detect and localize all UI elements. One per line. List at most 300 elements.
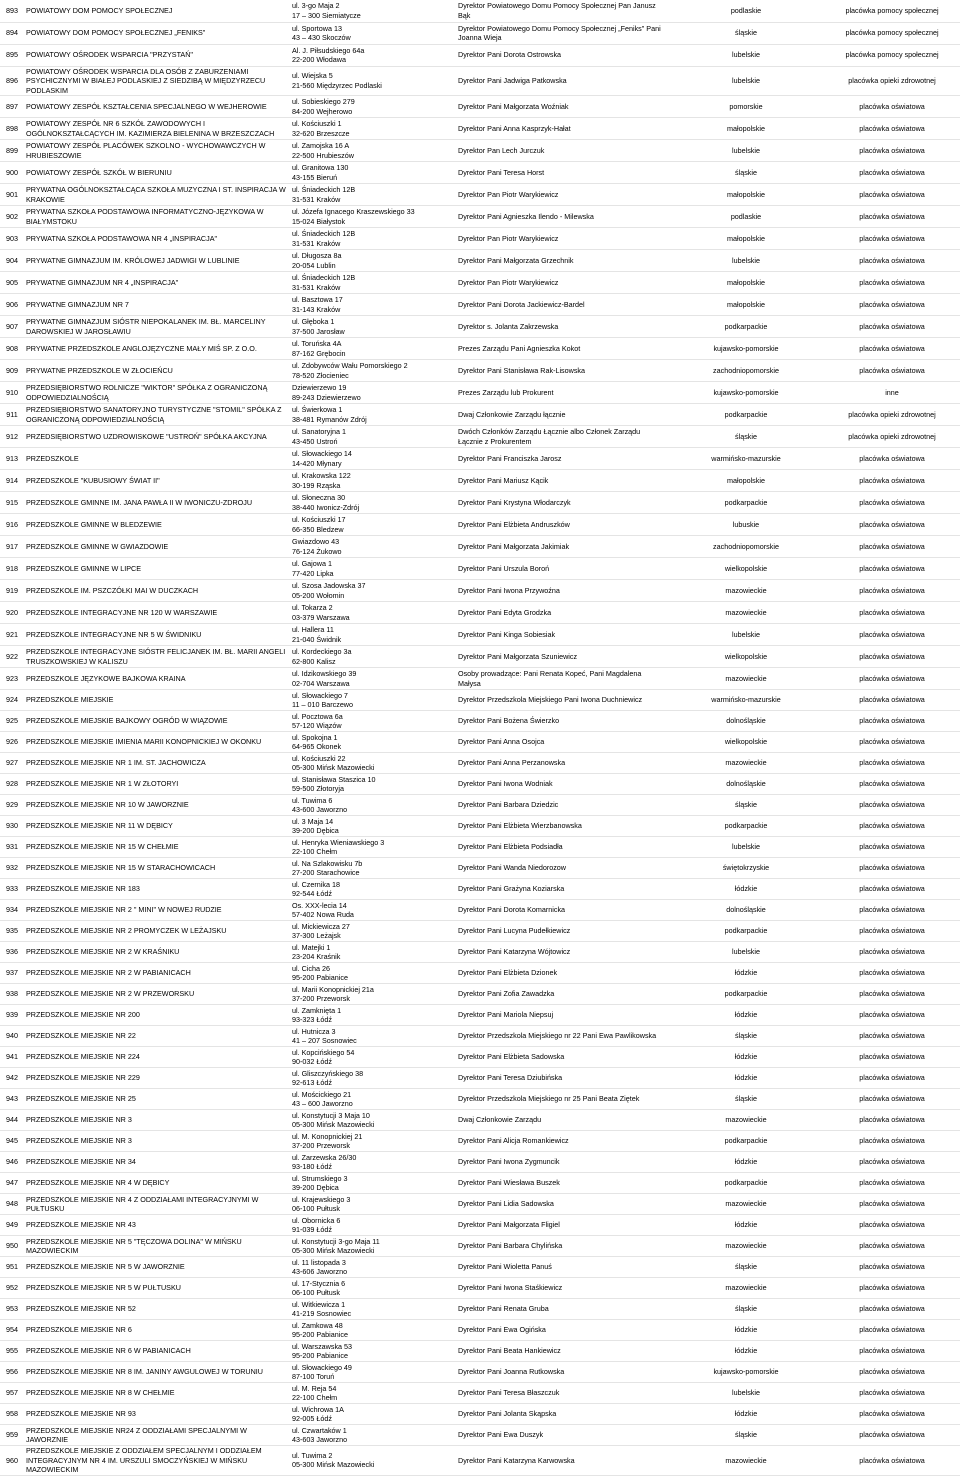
institution-name: PRYWATNA OGÓLNOKSZTAŁCĄCA SZKOŁA MUZYCZNA I ST. INSPIRACJA W KRAKOWIE — [24, 184, 290, 206]
voivodeship: małopolskie — [668, 228, 824, 250]
institution-address: ul. Śniadeckich 12B 31-531 Kraków — [290, 272, 456, 294]
institution-address: ul. Wichrowa 1A 92-005 Łódź — [290, 1404, 456, 1425]
voivodeship: kujawsko-pomorskie — [668, 338, 824, 360]
row-number: 915 — [0, 492, 24, 514]
table-row — [0, 732, 960, 753]
contact-person: Dyrektor Pani Krystyna Włodarczyk — [456, 492, 668, 514]
institution-name: PRZEDSZKOLE MIEJSKIE NR 3 — [24, 1131, 290, 1152]
row-number: 931 — [0, 837, 24, 858]
voivodeship: lubelskie — [668, 942, 824, 963]
institution-name: PRZEDSZKOLE MIEJSKIE BAJKOWY OGRÓD W WIĄZOWIE — [24, 711, 290, 732]
table-row — [0, 1383, 960, 1404]
table-row — [0, 963, 960, 984]
voivodeship: świętokrzyskie — [668, 858, 824, 879]
table-row — [0, 1047, 960, 1068]
table-row — [0, 404, 960, 426]
institution-name: PRZEDSZKOLE MIEJSKIE NR 8 IM. JANINY AWGULOWEJ W TORUNIU — [24, 1362, 290, 1383]
contact-person: Dyrektor Pani Ewa Ogińska — [456, 1320, 668, 1341]
contact-person: Dyrektor Pani Anna Osojca — [456, 732, 668, 753]
contact-person: Dyrektor Pani Anna Perzanowska — [456, 753, 668, 774]
table-row — [0, 1068, 960, 1089]
row-number: 897 — [0, 96, 24, 118]
institution-address: ul. Gajowa 1 77-420 Lipka — [290, 558, 456, 580]
row-number: 949 — [0, 1215, 24, 1236]
table-row — [0, 900, 960, 921]
institution-type: placówka oświatowa — [824, 338, 960, 360]
institution-type: placówka oświatowa — [824, 1278, 960, 1299]
row-number: 946 — [0, 1152, 24, 1173]
table-row — [0, 1362, 960, 1383]
voivodeship: śląskie — [668, 22, 824, 44]
row-number: 909 — [0, 360, 24, 382]
row-number: 910 — [0, 382, 24, 404]
row-number: 936 — [0, 942, 24, 963]
contact-person: Dyrektor Pani Beata Hankiewicz — [456, 1341, 668, 1362]
institution-name: PRZEDSZKOLE GMINNE W LIPCE — [24, 558, 290, 580]
institution-type: placówka oświatowa — [824, 1047, 960, 1068]
voivodeship: lubuskie — [668, 514, 824, 536]
table-row — [0, 942, 960, 963]
institution-type: placówka oświatowa — [824, 602, 960, 624]
contact-person: Dyrektor Powiatowego Domu Pomocy Społecznej „Feniks" Pani Joanna Wieja — [456, 22, 668, 44]
institution-name: PRZEDSZKOLE MIEJSKIE NR 6 — [24, 1320, 290, 1341]
row-number: 958 — [0, 1404, 24, 1425]
table-row — [0, 184, 960, 206]
institution-address: ul. Słowackiego 49 87-100 Toruń — [290, 1362, 456, 1383]
institution-type: placówka oświatowa — [824, 162, 960, 184]
table-row — [0, 1320, 960, 1341]
institution-type: placówka oświatowa — [824, 1383, 960, 1404]
table-row — [0, 690, 960, 711]
institution-type: placówka oświatowa — [824, 963, 960, 984]
institution-address: ul. Mickiewicza 27 37-300 Leżajsk — [290, 921, 456, 942]
institution-type: placówka oświatowa — [824, 514, 960, 536]
row-number: 907 — [0, 316, 24, 338]
institution-name: PRYWATNE GIMNAZJUM NR 7 — [24, 294, 290, 316]
table-row — [0, 795, 960, 816]
institution-type: placówka oświatowa — [824, 1005, 960, 1026]
institution-address: ul. Pocztowa 6a 57-120 Wiązów — [290, 711, 456, 732]
institution-address: ul. Toruńska 4A 87-162 Grębocin — [290, 338, 456, 360]
contact-person: Dyrektor Pani Lidia Sadowska — [456, 1194, 668, 1215]
institution-name: PRZEDSZKOLE GMINNE W BLEDZEWIE — [24, 514, 290, 536]
institution-address: ul. Hallera 11 21-040 Świdnik — [290, 624, 456, 646]
institution-type: placówka oświatowa — [824, 470, 960, 492]
table-row — [0, 426, 960, 448]
institution-name: PRZEDSZKOLE MIEJSKIE NR 2 PROMYCZEK W LEŻAJSKU — [24, 921, 290, 942]
voivodeship: łódzkie — [668, 1005, 824, 1026]
table-row — [0, 879, 960, 900]
row-number: 947 — [0, 1173, 24, 1194]
institution-name: PRZEDSZKOLE — [24, 448, 290, 470]
institution-address: ul. Kordeckiego 3a 62-800 Kalisz — [290, 646, 456, 668]
institution-name: PRZEDSZKOLE MIEJSKIE NR24 Z ODDZIAŁAMI SPECJALNYMI W JAWORZNIE — [24, 1425, 290, 1446]
voivodeship: podkarpackie — [668, 816, 824, 837]
institution-type: placówka oświatowa — [824, 1341, 960, 1362]
institution-type: placówka oświatowa — [824, 1215, 960, 1236]
row-number: 920 — [0, 602, 24, 624]
institution-type: placówka oświatowa — [824, 1089, 960, 1110]
voivodeship: łódzkie — [668, 1152, 824, 1173]
voivodeship: podlaskie — [668, 206, 824, 228]
table-row — [0, 580, 960, 602]
institution-address: ul. 17-Stycznia 6 06-100 Pułtusk — [290, 1278, 456, 1299]
institution-name: PRZEDSZKOLE MIEJSKIE NR 1 IM. ST. JACHOWICZA — [24, 753, 290, 774]
contact-person: Dyrektor Pani Iwona Zygmuncik — [456, 1152, 668, 1173]
contact-person: Dyrektor Pani Małgorzata Woźniak — [456, 96, 668, 118]
institution-address: ul. Długosza 8a 20-054 Lublin — [290, 250, 456, 272]
institution-address: ul. Marii Konopnickiej 21a 37-200 Przeworsk — [290, 984, 456, 1005]
table-row — [0, 360, 960, 382]
institution-type: placówka pomocy społecznej — [824, 22, 960, 44]
contact-person: Dyrektor Pani Alicja Romankiewicz — [456, 1131, 668, 1152]
row-number: 904 — [0, 250, 24, 272]
institution-type: placówka oświatowa — [824, 1131, 960, 1152]
table-row — [0, 1131, 960, 1152]
institution-address: ul. Obornicka 6 91-039 Łódź — [290, 1215, 456, 1236]
voivodeship: podkarpackie — [668, 492, 824, 514]
row-number: 924 — [0, 690, 24, 711]
contact-person: Dyrektor Pani Jolanta Skąpska — [456, 1404, 668, 1425]
institution-name: PRZEDSZKOLE MIEJSKIE — [24, 690, 290, 711]
institution-address: ul. Szosa Jadowska 37 05-200 Wołomin — [290, 580, 456, 602]
voivodeship: mazowieckie — [668, 580, 824, 602]
row-number: 893 — [0, 0, 24, 22]
voivodeship: śląskie — [668, 1089, 824, 1110]
voivodeship: mazowieckie — [668, 1194, 824, 1215]
contact-person: Dyrektor Pani Małgorzata Jakimiak — [456, 536, 668, 558]
institution-name: PRYWATNA SZKOŁA PODSTAWOWA INFORMATYCZNO-JĘZYKOWA W BIAŁYMSTOKU — [24, 206, 290, 228]
institution-type: placówka oświatowa — [824, 774, 960, 795]
row-number: 932 — [0, 858, 24, 879]
contact-person: Dyrektor Pan Piotr Warykiewicz — [456, 272, 668, 294]
contact-person: Dyrektor Pani Iwona Staśkiewicz — [456, 1278, 668, 1299]
institution-type: placówka oświatowa — [824, 837, 960, 858]
institution-type: placówka oświatowa — [824, 1173, 960, 1194]
institution-name: PRZEDSZKOLE MIEJSKIE NR 2 W PABIANICACH — [24, 963, 290, 984]
institution-address: ul. Kościuszki 17 66-350 Bledzew — [290, 514, 456, 536]
row-number: 908 — [0, 338, 24, 360]
voivodeship: warmińsko-mazurskie — [668, 690, 824, 711]
institution-type: placówka oświatowa — [824, 668, 960, 690]
institution-address: ul. 3-go Maja 2 17 – 300 Siemiatycze — [290, 0, 456, 22]
voivodeship: podkarpackie — [668, 316, 824, 338]
institution-name: PRZEDSZKOLE MIEJSKIE NR 3 — [24, 1110, 290, 1131]
institution-address: ul. Krajewskiego 3 06-100 Pułtusk — [290, 1194, 456, 1215]
voivodeship: łódzkie — [668, 1341, 824, 1362]
table-row — [0, 470, 960, 492]
voivodeship: wielkopolskie — [668, 732, 824, 753]
voivodeship: dolnośląskie — [668, 711, 824, 732]
table-row — [0, 338, 960, 360]
table-row — [0, 837, 960, 858]
voivodeship: mazowieckie — [668, 1278, 824, 1299]
institution-type: placówka oświatowa — [824, 140, 960, 162]
institution-type: placówka oświatowa — [824, 900, 960, 921]
table-row — [0, 1299, 960, 1320]
table-row — [0, 1236, 960, 1257]
voivodeship: dolnośląskie — [668, 900, 824, 921]
contact-person: Dyrektor Pani Wanda Niedorozow — [456, 858, 668, 879]
institution-type: placówka oświatowa — [824, 858, 960, 879]
voivodeship: lubelskie — [668, 140, 824, 162]
institution-address: Gwiazdowo 43 76-124 Żukowo — [290, 536, 456, 558]
institution-address: ul. Sanatoryjna 1 43-450 Ustroń — [290, 426, 456, 448]
contact-person: Dyrektor Pani Iwona Przywoźna — [456, 580, 668, 602]
contact-person: Dyrektor Pani Dorota Komarnicka — [456, 900, 668, 921]
table-row — [0, 774, 960, 795]
institution-name: PRZEDSZKOLE MIEJSKIE NR 22 — [24, 1026, 290, 1047]
row-number: 917 — [0, 536, 24, 558]
institution-type: placówka oświatowa — [824, 1425, 960, 1446]
institution-type: placówka oświatowa — [824, 360, 960, 382]
institution-name: PRZEDSIĘBIORSTWO SANATORYJNO TURYSTYCZNE "STOMIL" SPÓŁKA Z OGRANICZONĄ ODPOWIEDZIALNOŚCIĄ — [24, 404, 290, 426]
voivodeship: lubelskie — [668, 66, 824, 96]
contact-person: Dyrektor Pani Barbara Dziedzic — [456, 795, 668, 816]
institution-type: placówka oświatowa — [824, 316, 960, 338]
institution-address: ul. Świerkowa 1 38-481 Rymanów Zdrój — [290, 404, 456, 426]
institution-name: PRZEDSZKOLE MIEJSKIE NR 229 — [24, 1068, 290, 1089]
institution-type: placówka oświatowa — [824, 580, 960, 602]
institution-type: placówka oświatowa — [824, 1362, 960, 1383]
voivodeship: łódzkie — [668, 963, 824, 984]
institution-address: ul. Basztowa 17 31-143 Kraków — [290, 294, 456, 316]
contact-person: Osoby prowadzące: Pani Renata Kopeć, Pani Magdalena Małysa — [456, 668, 668, 690]
institution-address: ul. 3 Maja 14 39-200 Dębica — [290, 816, 456, 837]
institution-address: ul. Czernika 18 92-544 Łódź — [290, 879, 456, 900]
institution-address: ul. Słowackiego 14 14-420 Młynary — [290, 448, 456, 470]
table-row — [0, 272, 960, 294]
contact-person: Dyrektor Pani Jadwiga Patkowska — [456, 66, 668, 96]
institution-address: ul. Krakowska 122 30-199 Rząska — [290, 470, 456, 492]
institution-address: ul. Mościckiego 21 43 – 600 Jaworzno — [290, 1089, 456, 1110]
table-row — [0, 250, 960, 272]
table-row — [0, 1173, 960, 1194]
institution-name: PRZEDSZKOLE INTEGRACYJNE NR 5 W ŚWIDNIKU — [24, 624, 290, 646]
contact-person: Dwóch Członków Zarządu Łącznie albo Członek Zarządu Łącznie z Prokurentem — [456, 426, 668, 448]
row-number: 919 — [0, 580, 24, 602]
row-number: 957 — [0, 1383, 24, 1404]
institution-name: POWIATOWY ZESPÓŁ KSZTAŁCENIA SPECJALNEGO W WEJHEROWIE — [24, 96, 290, 118]
institution-address: ul. Kopcińskiego 54 90-032 Łódź — [290, 1047, 456, 1068]
institution-name: PRZEDSZKOLE MIEJSKIE NR 15 W STARACHOWICACH — [24, 858, 290, 879]
table-row — [0, 602, 960, 624]
row-number: 935 — [0, 921, 24, 942]
institution-address: ul. Idzikowskiego 39 02-704 Warszawa — [290, 668, 456, 690]
institution-name: PRZEDSZKOLE MIEJSKIE NR 25 — [24, 1089, 290, 1110]
voivodeship: łódzkie — [668, 1215, 824, 1236]
voivodeship: podkarpackie — [668, 984, 824, 1005]
contact-person: Dyrektor Pani Teresa Horst — [456, 162, 668, 184]
institution-type: placówka oświatowa — [824, 753, 960, 774]
contact-person: Dyrektor Przedszkola Miejskiego Pani Iwona Duchniewicz — [456, 690, 668, 711]
voivodeship: śląskie — [668, 426, 824, 448]
table-row — [0, 294, 960, 316]
institution-name: PRZEDSZKOLE GMINNE W GWIAZDOWIE — [24, 536, 290, 558]
table-row — [0, 492, 960, 514]
contact-person: Dyrektor Pani Dorota Jackiewicz-Bardel — [456, 294, 668, 316]
institution-type: placówka oświatowa — [824, 272, 960, 294]
voivodeship: lubelskie — [668, 624, 824, 646]
institution-name: PRZEDSIĘBIORSTWO UZDROWISKOWE "USTROŃ" SPÓŁKA AKCYJNA — [24, 426, 290, 448]
table-row — [0, 1215, 960, 1236]
table-row — [0, 668, 960, 690]
institution-name: PRZEDSZKOLE JĘZYKOWE BAJKOWA KRAINA — [24, 668, 290, 690]
row-number: 960 — [0, 1446, 24, 1476]
row-number: 926 — [0, 732, 24, 753]
institution-name: PRYWATNE GIMNAZJUM NR 4 „INSPIRACJA" — [24, 272, 290, 294]
institution-address: ul. Tokarza 2 03-379 Warszawa — [290, 602, 456, 624]
row-number: 952 — [0, 1278, 24, 1299]
table-row — [0, 1446, 960, 1476]
contact-person: Dyrektor Pani Elżbieta Wierzbanowska — [456, 816, 668, 837]
voivodeship: zachodniopomorskie — [668, 360, 824, 382]
institution-name: PRYWATNE GIMNAZJUM SIÓSTR NIEPOKALANEK IM. BŁ. MARCELINY DAROWSKIEJ W JAROSŁAWIU — [24, 316, 290, 338]
institution-address: ul. Konstytucji 3-go Maja 11 05-300 Mińsk Mazowiecki — [290, 1236, 456, 1257]
row-number: 916 — [0, 514, 24, 536]
row-number: 921 — [0, 624, 24, 646]
institution-name: PRZEDSZKOLE MIEJSKIE NR 10 W JAWORZNIE — [24, 795, 290, 816]
table-row — [0, 0, 960, 22]
institution-type: placówka oświatowa — [824, 536, 960, 558]
table-row — [0, 228, 960, 250]
institution-type: placówka oświatowa — [824, 816, 960, 837]
contact-person: Dyrektor Pani Renata Gruba — [456, 1299, 668, 1320]
row-number: 956 — [0, 1362, 24, 1383]
institution-name: PRZEDSZKOLE MIEJSKIE NR 15 W CHEŁMIE — [24, 837, 290, 858]
institution-address: ul. Cicha 26 95-200 Pabianice — [290, 963, 456, 984]
institution-type: placówka oświatowa — [824, 184, 960, 206]
institution-name: PRZEDSZKOLE MIEJSKIE NR 4 Z ODDZIAŁAMI INTEGRACYJNYMI W PUŁTUSKU — [24, 1194, 290, 1215]
institution-name: PRYWATNA SZKOŁA PODSTAWOWA NR 4 „INSPIRACJA" — [24, 228, 290, 250]
table-row — [0, 646, 960, 668]
institution-address: ul. Tuwima 2 05-300 Mińsk Mazowiecki — [290, 1446, 456, 1476]
institution-address: ul. Na Szlakowisku 7b 27-200 Starachowice — [290, 858, 456, 879]
row-number: 899 — [0, 140, 24, 162]
institution-type: placówka oświatowa — [824, 1068, 960, 1089]
row-number: 944 — [0, 1110, 24, 1131]
voivodeship: łódzkie — [668, 1068, 824, 1089]
table-row — [0, 162, 960, 184]
institution-type: placówka pomocy społecznej — [824, 0, 960, 22]
contact-person: Dyrektor Pani Wiesława Buszek — [456, 1173, 668, 1194]
contact-person: Dyrektor Pani Zofia Zawadzka — [456, 984, 668, 1005]
institution-name: PRZEDSZKOLE MIEJSKIE NR 2 W KRAŚNIKU — [24, 942, 290, 963]
voivodeship: dolnośląskie — [668, 774, 824, 795]
institution-name: PRYWATNE PRZEDSZKOLE ANGLOJĘZYCZNE MAŁY MIŚ SP. Z O.O. — [24, 338, 290, 360]
voivodeship: małopolskie — [668, 470, 824, 492]
institution-name: PRZEDSZKOLE MIEJSKIE NR 224 — [24, 1047, 290, 1068]
contact-person: Dyrektor Przedszkola Miejskiego nr 25 Pani Beata Ziętek — [456, 1089, 668, 1110]
table-row — [0, 22, 960, 44]
institution-address: ul. Śniadeckich 12B 31-531 Kraków — [290, 184, 456, 206]
row-number: 945 — [0, 1131, 24, 1152]
voivodeship: łódzkie — [668, 1047, 824, 1068]
row-number: 903 — [0, 228, 24, 250]
row-number: 898 — [0, 118, 24, 140]
table-row — [0, 448, 960, 470]
voivodeship: mazowieckie — [668, 602, 824, 624]
institution-address: ul. Spokojna 1 64-965 Okonek — [290, 732, 456, 753]
row-number: 927 — [0, 753, 24, 774]
table-row — [0, 624, 960, 646]
row-number: 943 — [0, 1089, 24, 1110]
table-row — [0, 1257, 960, 1278]
voivodeship: łódzkie — [668, 1404, 824, 1425]
row-number: 942 — [0, 1068, 24, 1089]
voivodeship: wielkopolskie — [668, 646, 824, 668]
institution-type: placówka oświatowa — [824, 1299, 960, 1320]
table-row — [0, 1005, 960, 1026]
voivodeship: lubelskie — [668, 837, 824, 858]
institution-address: ul. 11 listopada 3 43-606 Jaworzno — [290, 1257, 456, 1278]
institution-type: placówka oświatowa — [824, 879, 960, 900]
institution-name: POWIATOWY DOM POMOCY SPOŁECZNEJ „FENIKS" — [24, 22, 290, 44]
institution-type: placówka pomocy społecznej — [824, 44, 960, 66]
table-row — [0, 816, 960, 837]
row-number: 928 — [0, 774, 24, 795]
table-row — [0, 140, 960, 162]
institution-address: ul. Zarzewska 26/30 93-180 Łódź — [290, 1152, 456, 1173]
contact-person: Dyrektor Pani Katarzyna Karwowska — [456, 1446, 668, 1476]
institution-name: PRZEDSZKOLE MIEJSKIE NR 5 W JAWORZNIE — [24, 1257, 290, 1278]
table-row — [0, 1110, 960, 1131]
contact-person: Dyrektor Pan Piotr Warykiewicz — [456, 184, 668, 206]
voivodeship: podlaskie — [668, 0, 824, 22]
table-row — [0, 382, 960, 404]
row-number: 955 — [0, 1341, 24, 1362]
institution-address: ul. Zamkowa 48 95-200 Pabianice — [290, 1320, 456, 1341]
row-number: 929 — [0, 795, 24, 816]
table-row — [0, 711, 960, 732]
institution-address: ul. Sobieskiego 279 84-200 Wejherowo — [290, 96, 456, 118]
voivodeship: śląskie — [668, 1299, 824, 1320]
contact-person: Dyrektor Pani Lucyna Pudełkiewicz — [456, 921, 668, 942]
voivodeship: mazowieckie — [668, 668, 824, 690]
contact-person: Dyrektor Pani Kinga Sobiesiak — [456, 624, 668, 646]
institution-name: PRZEDSZKOLE MIEJSKIE NR 1 W ZŁOTORYI — [24, 774, 290, 795]
row-number: 933 — [0, 879, 24, 900]
row-number: 913 — [0, 448, 24, 470]
institution-address: ul. Sportowa 13 43 – 430 Skoczów — [290, 22, 456, 44]
contact-person: Dyrektor Pani Elżbieta Andruszków — [456, 514, 668, 536]
voivodeship: kujawsko-pomorskie — [668, 382, 824, 404]
row-number: 902 — [0, 206, 24, 228]
table-row — [0, 316, 960, 338]
voivodeship: zachodniopomorskie — [668, 536, 824, 558]
institution-name: PRZEDSZKOLE MIEJSKIE NR 11 W DĘBICY — [24, 816, 290, 837]
voivodeship: lubelskie — [668, 1383, 824, 1404]
row-number: 914 — [0, 470, 24, 492]
contact-person: Dwaj Członkowie Zarządu łącznie — [456, 404, 668, 426]
institution-name: PRZEDSZKOLE MIEJSKIE NR 4 W DĘBICY — [24, 1173, 290, 1194]
contact-person: Dyrektor Przedszkola Miejskiego nr 22 Pani Ewa Pawlikowska — [456, 1026, 668, 1047]
contact-person: Dyrektor Pani Teresa Dziubińska — [456, 1068, 668, 1089]
row-number: 911 — [0, 404, 24, 426]
institution-address: ul. Stanisława Staszica 10 59-500 Złotoryja — [290, 774, 456, 795]
table-row — [0, 96, 960, 118]
institution-name: PRZEDSZKOLE "KUBUSIOWY ŚWIAT II" — [24, 470, 290, 492]
contact-person: Dyrektor Pani Urszula Boroń — [456, 558, 668, 580]
contact-person: Dyrektor s. Jolanta Zakrzewska — [456, 316, 668, 338]
voivodeship: podkarpackie — [668, 404, 824, 426]
institution-type: placówka oświatowa — [824, 690, 960, 711]
row-number: 950 — [0, 1236, 24, 1257]
institution-type: placówka oświatowa — [824, 1320, 960, 1341]
contact-person: Dyrektor Pani Iwona Wodniak — [456, 774, 668, 795]
voivodeship: pomorskie — [668, 96, 824, 118]
row-number: 923 — [0, 668, 24, 690]
